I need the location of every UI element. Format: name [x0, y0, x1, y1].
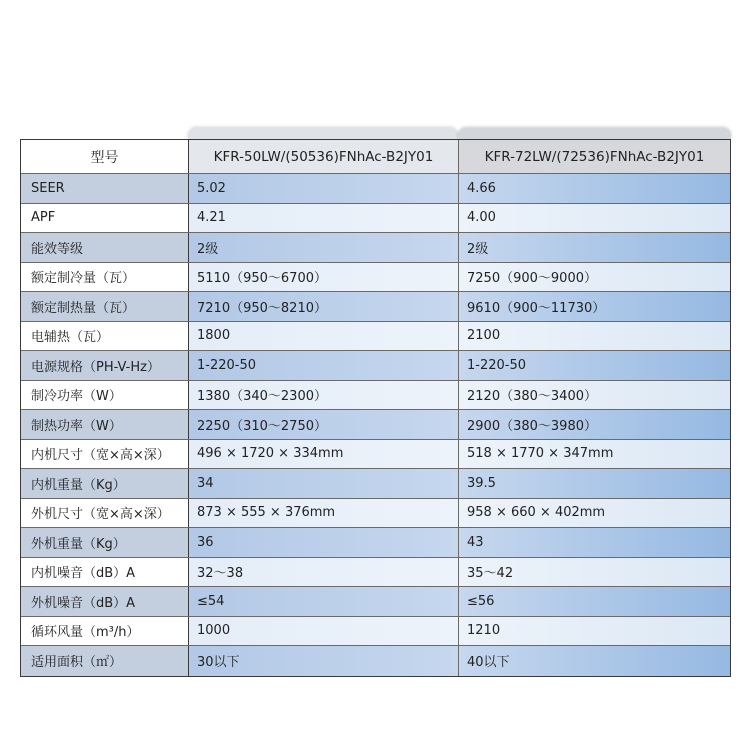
table-row — [21, 174, 730, 204]
header-row — [21, 140, 730, 174]
model-b-value: 2120（380～3400） — [459, 381, 730, 410]
model-b-value: 1-220-50 — [459, 351, 730, 380]
spec-label: 内机尺寸（宽×高×深） — [21, 440, 189, 469]
spec-label: 制热功率（W） — [21, 410, 189, 439]
model-a-value: 1380（340～2300） — [189, 381, 459, 410]
model-a-value: 1-220-50 — [189, 351, 459, 380]
model-b-value: 958 × 660 × 402mm — [459, 499, 730, 528]
table-row — [21, 528, 730, 558]
spec-label: 适用面积（㎡） — [21, 646, 189, 676]
spec-label: 电辅热（瓦） — [21, 322, 189, 351]
table-row — [21, 263, 730, 293]
table-row — [21, 587, 730, 617]
model-a-value: 34 — [189, 469, 459, 498]
table-row — [21, 469, 730, 499]
model-a-value: 5110（950～6700） — [189, 263, 459, 292]
spec-label: 能效等级 — [21, 233, 189, 262]
model-a-value: 2250（310～2750） — [189, 410, 459, 439]
model-b-value: 40以下 — [459, 646, 730, 676]
table-row — [21, 204, 730, 234]
spec-label: 外机噪音（dB）A — [21, 587, 189, 616]
table-row — [21, 351, 730, 381]
table-row — [21, 499, 730, 529]
model-a-value: 32～38 — [189, 558, 459, 587]
table-row — [21, 646, 730, 676]
spec-label: 外机尺寸（宽×高×深） — [21, 499, 189, 528]
model-b-value: 4.66 — [459, 174, 730, 203]
model-a-value: 496 × 1720 × 334mm — [189, 440, 459, 469]
table-row — [21, 322, 730, 352]
table-row — [21, 440, 730, 470]
model-b-value: 43 — [459, 528, 730, 557]
model-b-value: 2100 — [459, 322, 730, 351]
model-b-value: 518 × 1770 × 347mm — [459, 440, 730, 469]
model-b-tab — [458, 128, 731, 139]
spec-comparison-table — [20, 128, 731, 677]
model-a-value: 873 × 555 × 376mm — [189, 499, 459, 528]
spec-label: APF — [21, 204, 189, 233]
table-row — [21, 233, 730, 263]
model-a-value: 30以下 — [189, 646, 459, 676]
model-a-value: ≤54 — [189, 587, 459, 616]
spec-label: 额定制冷量（瓦） — [21, 263, 189, 292]
model-b-value: 35～42 — [459, 558, 730, 587]
model-a-tab — [188, 128, 458, 139]
model-a-value: 4.21 — [189, 204, 459, 233]
model-b-value: ≤56 — [459, 587, 730, 616]
model-label-header: 型号 — [21, 140, 189, 173]
table-row — [21, 381, 730, 411]
table-row — [21, 410, 730, 440]
model-b-value: 39.5 — [459, 469, 730, 498]
model-a-value: 36 — [189, 528, 459, 557]
model-b-value: 1210 — [459, 617, 730, 646]
spec-label: 内机噪音（dB）A — [21, 558, 189, 587]
spec-label: SEER — [21, 174, 189, 203]
model-tabs — [20, 128, 731, 139]
model-a-value: 2级 — [189, 233, 459, 262]
model-a-value: 5.02 — [189, 174, 459, 203]
model-a-value: 7210（950～8210） — [189, 292, 459, 321]
spec-grid — [20, 139, 731, 677]
model-a-value: 1000 — [189, 617, 459, 646]
table-row — [21, 617, 730, 647]
spec-label: 额定制热量（瓦） — [21, 292, 189, 321]
model-a-value: 1800 — [189, 322, 459, 351]
spec-label: 循环风量（m³/h） — [21, 617, 189, 646]
model-b-value: 4.00 — [459, 204, 730, 233]
spec-label: 内机重量（Kg） — [21, 469, 189, 498]
spec-label: 外机重量（Kg） — [21, 528, 189, 557]
table-row — [21, 292, 730, 322]
model-b-value: 2900（380～3980） — [459, 410, 730, 439]
model-b-value: 7250（900～9000） — [459, 263, 730, 292]
model-b-header: KFR-72LW/(72536)FNhAc-B2JY01 — [459, 140, 730, 173]
model-b-value: 9610（900～11730） — [459, 292, 730, 321]
model-b-value: 2级 — [459, 233, 730, 262]
spec-label: 制冷功率（W） — [21, 381, 189, 410]
table-row — [21, 558, 730, 588]
model-a-header: KFR-50LW/(50536)FNhAc-B2JY01 — [189, 140, 459, 173]
spec-label: 电源规格（PH-V-Hz） — [21, 351, 189, 380]
